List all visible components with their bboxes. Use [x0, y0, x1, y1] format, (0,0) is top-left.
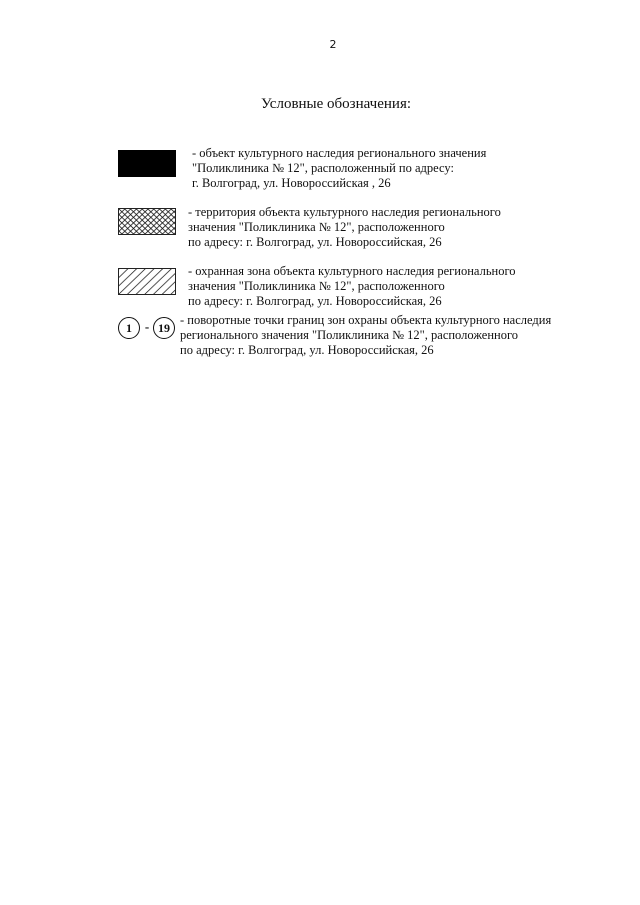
- legend-text-turning-points: [180, 313, 551, 358]
- point-marker-end: 19: [153, 317, 175, 339]
- legend-line: - территория объекта культурного наследия регионального: [188, 205, 501, 219]
- legend-text-heritage-territory: [188, 205, 501, 250]
- point-marker-start: 1: [118, 317, 140, 339]
- legend-swatch-heritage-object: [118, 150, 176, 177]
- legend-swatch-protection-zone: [118, 268, 176, 295]
- crosshatch-pattern-icon: [119, 209, 175, 234]
- legend-text-protection-zone: [188, 264, 516, 309]
- legend-line: - поворотные точки границ зон охраны объекта культурного наследия: [180, 313, 552, 327]
- legend-line: - объект культурного наследия регионального значения: [192, 146, 487, 160]
- legend-line: "Поликлиника № 12", расположенный по адресу:: [192, 161, 454, 175]
- legend-swatch-turning-points: [118, 315, 178, 341]
- legend-line: - охранная зона объекта культурного наследия регионального: [188, 264, 516, 278]
- legend-line: по адресу: г. Волгоград, ул. Новороссийская, 26: [180, 343, 434, 357]
- legend-line: значения "Поликлиника № 12", расположенного: [188, 279, 445, 293]
- legend-title: Условные обозначения:: [260, 96, 412, 112]
- diagonal-hatch-pattern-icon: [119, 269, 175, 294]
- legend-swatch-heritage-territory: [118, 208, 176, 235]
- legend-line: г. Волгоград, ул. Новороссийская , 26: [192, 176, 391, 190]
- legend-line: по адресу: г. Волгоград, ул. Новороссийская, 26: [188, 294, 442, 308]
- legend-line: по адресу: г. Волгоград, ул. Новороссийская, 26: [188, 235, 442, 249]
- legend-text-heritage-object: [192, 146, 486, 191]
- point-separator: -: [144, 319, 150, 334]
- legend-line: регионального значения "Поликлиника № 12", расположенного: [180, 328, 519, 342]
- legend-line: значения "Поликлиника № 12", расположенного: [188, 220, 445, 234]
- page-number: 2: [329, 38, 337, 51]
